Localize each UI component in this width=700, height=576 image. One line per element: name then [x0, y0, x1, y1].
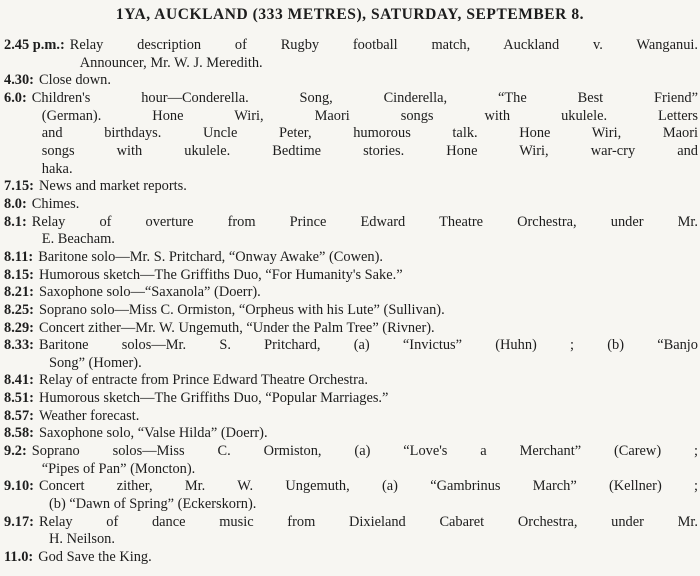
- program-entry: [4, 37, 698, 72]
- program-entry: [4, 549, 698, 567]
- program-time: 2.45 p.m.:: [4, 37, 65, 53]
- program-entry: [4, 390, 698, 408]
- program-description-line: Humorous sketch—The Griffiths Duo, “Popular Marriages.”: [38, 390, 389, 407]
- program-description-line: haka.: [41, 160, 73, 177]
- program-description-line: Relay of overture from Prince Edward Theatre Orchestra, under Mr.: [31, 213, 698, 230]
- program-description-line: Chimes.: [31, 195, 80, 212]
- program-time: 8.11:: [4, 248, 34, 265]
- program-description-line: Soprano solos—Miss C. Ormiston, (a) “Love's a Merchant” (Carew) ;: [31, 443, 698, 460]
- program-time: 9.17:: [4, 513, 34, 530]
- program-time: 8.25:: [4, 301, 34, 318]
- program-description-line: Weather forecast.: [38, 407, 140, 424]
- program-description: [32, 214, 698, 249]
- program-description: [39, 302, 698, 320]
- program-time: 8.33:: [4, 337, 34, 354]
- program-description: [39, 284, 698, 302]
- program-entry: [4, 90, 698, 178]
- program-description-line: Concert zither, Mr. W. Ungemuth, (a) “Gambrinus March” (Kellner) ;: [38, 478, 698, 495]
- program-description-line: Concert zither—Mr. W. Ungemuth, “Under the Palm Tree” (Rivner).: [38, 319, 435, 336]
- program-entry: [4, 196, 698, 214]
- program-list: [4, 37, 698, 567]
- program-description: [39, 425, 698, 443]
- program-description-line: Baritone solos—Mr. S. Pritchard, (a) “Invictus” (Huhn) ; (b) “Banjo: [38, 337, 698, 354]
- program-time: 8.41:: [4, 372, 34, 389]
- program-description-line: Humorous sketch—The Griffiths Duo, “For Humanity's Sake.”: [38, 266, 403, 283]
- program-description: [39, 514, 698, 549]
- program-description-line: Relay of entracte from Prince Edward Theatre Orchestra.: [38, 372, 368, 389]
- program-description: [38, 549, 698, 567]
- program-description-line: Announcer, Mr. W. J. Meredith.: [79, 54, 263, 71]
- program-time: 8.29:: [4, 319, 34, 336]
- program-entry: [4, 214, 698, 249]
- program-entry: [4, 408, 698, 426]
- program-description: [39, 390, 698, 408]
- program-time: 8.21:: [4, 284, 34, 301]
- program-time: 8.51:: [4, 390, 34, 407]
- program-time: 9.10:: [4, 478, 34, 495]
- program-description: [39, 478, 698, 513]
- program-description-line: Relay of dance music from Dixieland Cabaret Orchestra, under Mr.: [38, 513, 698, 530]
- program-description-line: Baritone solo—Mr. S. Pritchard, “Onway Awake” (Cowen).: [38, 248, 383, 265]
- program-description-line: Saxophone solo, “Valse Hilda” (Doerr).: [38, 425, 268, 442]
- program-entry: [4, 178, 698, 196]
- program-description-line: Relay description of Rugby football match, Auckland v. Wanganui.: [69, 37, 698, 53]
- program-entry: [4, 284, 698, 302]
- program-entry: [4, 425, 698, 443]
- program-time: 8.57:: [4, 407, 34, 424]
- program-description: [39, 72, 698, 90]
- program-entry: [4, 267, 698, 285]
- program-description-line: Close down.: [38, 72, 111, 89]
- program-time: 8.58:: [4, 425, 34, 442]
- program-description-line: “Pipes of Pan” (Moncton).: [41, 460, 196, 477]
- program-time: 8.1:: [4, 213, 27, 230]
- program-description-line: News and market reports.: [38, 178, 187, 195]
- program-description: [32, 90, 698, 178]
- program-description-line: (b) “Dawn of Spring” (Eckerskorn).: [48, 496, 257, 513]
- program-entry: [4, 320, 698, 338]
- program-entry: [4, 443, 698, 478]
- program-entry: [4, 249, 698, 267]
- program-description: [32, 443, 698, 478]
- program-description-line: God Save the King.: [38, 549, 152, 566]
- program-time: 8.15:: [4, 266, 34, 283]
- program-description: [39, 337, 698, 372]
- program-description: [70, 37, 698, 72]
- program-description-line: and birthdays. Uncle Peter, humorous talk. Hone Wiri, Maori: [41, 125, 698, 142]
- program-description-line: songs with ukulele. Bedtime stories. Hone Wiri, war-cry and: [41, 142, 698, 159]
- program-entry: [4, 372, 698, 390]
- program-time: 11.0:: [4, 549, 34, 566]
- program-description-line: Soprano solo—Miss C. Ormiston, “Orpheus with his Lute” (Sullivan).: [38, 301, 445, 318]
- program-description-line: Song” (Homer).: [48, 354, 142, 371]
- program-entry: [4, 337, 698, 372]
- program-description-line: Children's hour—Conderella. Song, Cinderella, “The Best Friend”: [31, 89, 698, 106]
- program-time: 6.0:: [4, 89, 27, 106]
- program-description-line: E. Beacham.: [41, 231, 115, 248]
- program-description-line: H. Neilson.: [48, 531, 115, 548]
- program-description-line: (German). Hone Wiri, Maori songs with ukulele. Letters: [41, 107, 698, 124]
- program-entry: [4, 478, 698, 513]
- program-description-line: Saxophone solo—“Saxanola” (Doerr).: [38, 284, 261, 301]
- program-entry: [4, 302, 698, 320]
- program-time: 7.15:: [4, 178, 34, 195]
- program-description: [39, 372, 698, 390]
- program-time: 4.30:: [4, 72, 34, 89]
- station-heading: 1YA, AUCKLAND (333 METRES), SATURDAY, SEPTEMBER 8.: [115, 6, 585, 23]
- program-description: [39, 178, 698, 196]
- program-description: [32, 196, 698, 214]
- program-time: 8.0:: [4, 195, 27, 212]
- program-description: [39, 408, 698, 426]
- program-time: 9.2:: [4, 443, 27, 460]
- program-description: [39, 320, 698, 338]
- program-description: [38, 249, 698, 267]
- program-entry: [4, 514, 698, 549]
- program-description: [39, 267, 698, 285]
- program-entry: [4, 72, 698, 90]
